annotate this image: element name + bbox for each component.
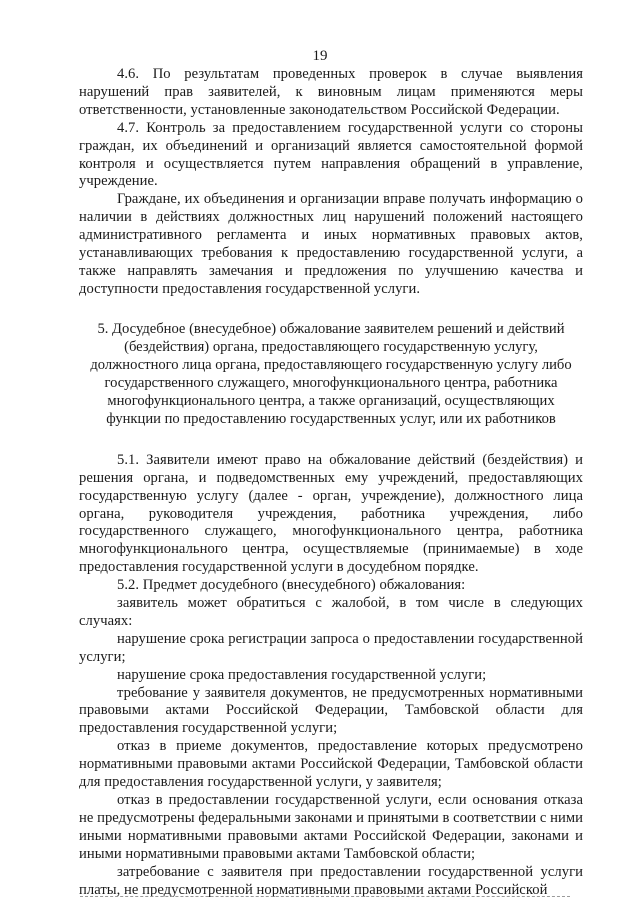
- document-body: [79, 66, 583, 899]
- list-item: отказ в предоставлении государственной услуги, если основания отказа не предусмотрены федеральными законами и принятыми в соответствии с ними иными нормативными правовыми актами Российской Федерации, законами и иными нормативными правовыми актами Тамбовской области;: [79, 792, 583, 862]
- paragraph-complaint-cases: заявитель может обратиться с жалобой, в том числе в следующих случаях:: [79, 595, 583, 629]
- paragraph-4-7: 4.7. Контроль за предоставлением государственной услуги со стороны граждан, их объединений и организаций является самостоятельной формой контроля и осуществляется путем направления обращений в управление, учреждение.: [79, 119, 583, 190]
- page-bottom-edge: [80, 896, 570, 897]
- list-item: нарушение срока предоставления государственной услуги;: [117, 666, 487, 683]
- paragraph-4-6: 4.6. По результатам проведенных проверок в случае выявления нарушений прав заявителей, к виновным лицам применяются меры ответственности, установленные законодательством Российской Федерации.: [79, 66, 583, 118]
- page-number: 19: [312, 48, 328, 64]
- paragraph-5-2: 5.2. Предмет досудебного (внесудебного) обжалования:: [117, 577, 466, 594]
- section-5-heading: 5. Досудебное (внесудебное) обжалование заявителем решений и действий (бездействия) органа, предоставляющего государственную услугу, должностного лица органа, предоставляющего государственную услугу либо государственного служащего, многофункционального центра, работника многофункционального центра, а также организаций, осуществляющих функции по предоставлению государственных услуг, или их работников: [90, 320, 572, 427]
- list-item: нарушение срока регистрации запроса о предоставлении государственной услуги;: [79, 630, 583, 665]
- paragraph-5-1: 5.1. Заявители имеют право на обжалование действий (бездействия) и решения органа, и подведомственных ему учреждений, предоставляющих государственную услугу (далее - орган, учреждение), должностного лица органа, руководителя учреждения, работника учреждения, либо государственного служащего, многофункционального центра, работника многофункционального центра, осуществляемые (принимаемые) в ходе предоставления государственной услуги в досудебном порядке.: [79, 451, 583, 576]
- list-item: затребование с заявителя при предоставлении государственной услуги платы, не предусмотренной нормативными правовыми актами Российской: [79, 863, 583, 898]
- paragraph-citizens-rights: Граждане, их объединения и организации вправе получать информацию о наличии в действиях должностных лиц нарушений положений настоящего административного регламента и иных нормативных правовых актов, устанавливающих требования к предоставлению государственной услуги, а также направлять замечания и предложения по улучшению качества и доступности предоставления государственной услуги.: [79, 191, 583, 297]
- list-item: требование у заявителя документов, не предусмотренных нормативными правовыми актами Российской Федерации, Тамбовской области для предоставления государственной услуги;: [79, 684, 583, 737]
- list-item: отказ в приеме документов, предоставление которых предусмотрено нормативными правовыми актами Российской Федерации, Тамбовской области для предоставления государственной услуги, у заявителя;: [79, 738, 583, 791]
